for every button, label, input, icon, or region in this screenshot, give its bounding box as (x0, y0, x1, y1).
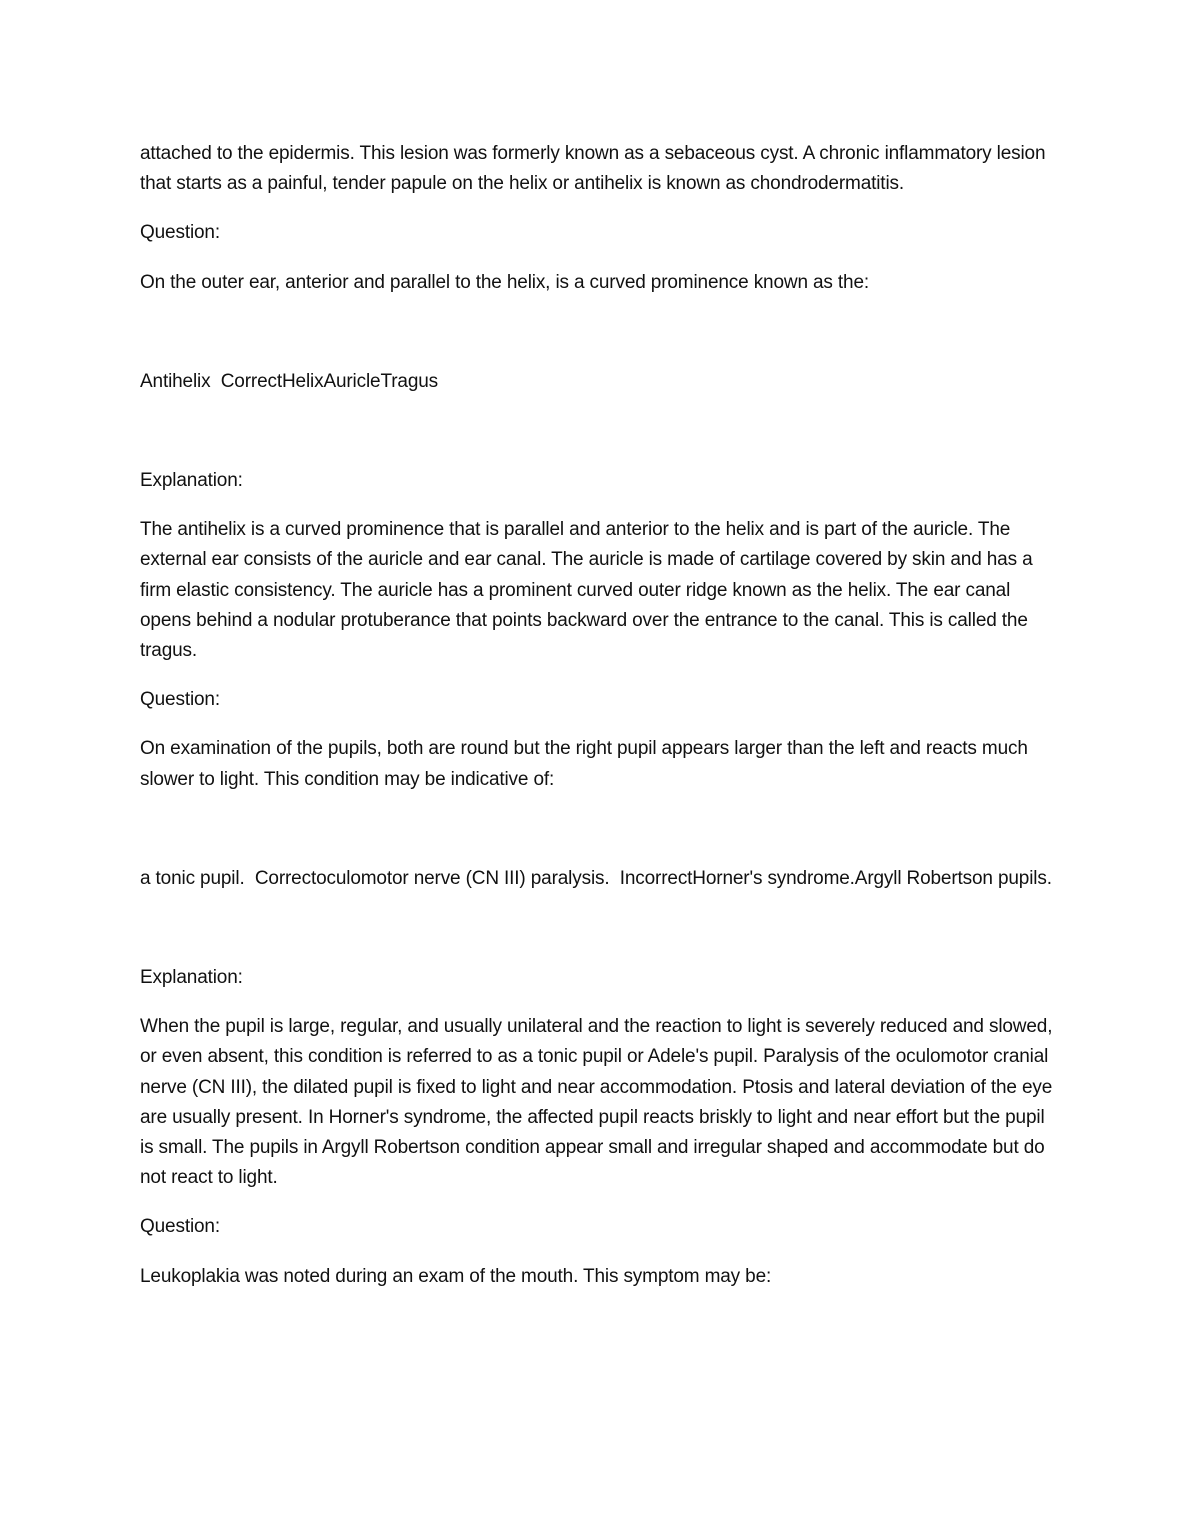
explanation-text: When the pupil is large, regular, and usually unilateral and the reaction to light is severely reduced and slowed, or even absent, this condition is referred to as a tonic pupil or Adele's pupil. Paralysis of the oculomotor cranial nerve (CN III), the dilated pupil is fixed to light and near accommodation. Ptosis and lateral deviation of the eye are usually present. In Horner's syndrome, the affected pupil reacts briskly to light and near effort but the pupil is small. The pupils in Argyll Robertson condition appear small and irregular shaped and accommodate but do not react to light. (140, 1016, 1053, 1189)
question-text: On examination of the pupils, both are round but the right pupil appears larger than the left and reacts much slower to light. This condition may be indicative of: (140, 738, 1028, 790)
question-label: Question: (140, 689, 220, 711)
question-label: Question: (140, 1216, 220, 1238)
explanation-label: Explanation: (140, 967, 243, 989)
question-label: Question: (140, 222, 220, 244)
continued-paragraph: attached to the epidermis. This lesion was formerly known as a sebaceous cyst. A chronic inflammatory lesion that starts as a painful, tender papule on the helix or antihelix is known as chondrodermatitis. (140, 143, 1046, 195)
explanation-text: The antihelix is a curved prominence that is parallel and anterior to the helix and is part of the auricle. The external ear consists of the auricle and ear canal. The auricle is made of cartilage covered by skin and has a firm elastic consistency. The auricle has a prominent curved outer ridge known as the helix. The ear canal opens behind a nodular protuberance that points backward over the entrance to the canal. This is called the tragus. (140, 519, 1033, 662)
answer-options: a tonic pupil. Correctoculomotor nerve (CN III) paralysis. IncorrectHorner's syndrome.Argyll Robertson pupils. (140, 867, 1052, 889)
question-text: On the outer ear, anterior and parallel to the helix, is a curved prominence known as the: (140, 271, 869, 293)
question-text: Leukoplakia was noted during an exam of the mouth. This symptom may be: (140, 1265, 772, 1287)
document-page (140, 139, 1055, 1292)
answer-options: Antihelix CorrectHelixAuricleTragus (140, 370, 438, 392)
explanation-label: Explanation: (140, 470, 243, 492)
